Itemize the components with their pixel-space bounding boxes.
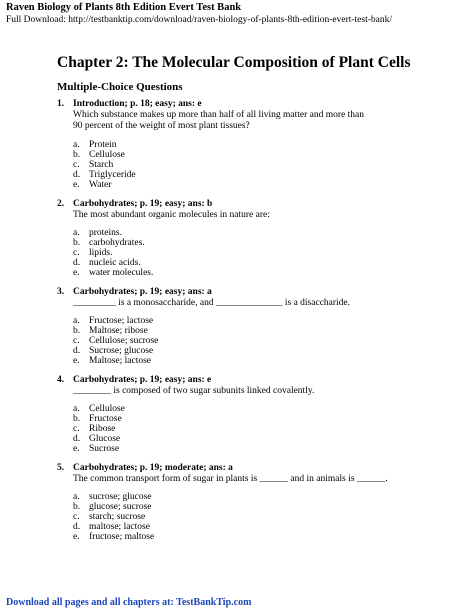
- option-letter: c.: [73, 512, 80, 522]
- question-text: The common transport form of sugar in plants is ______ and in animals is ______.: [73, 474, 388, 484]
- option-item: [0, 268, 474, 279]
- option-letter: b.: [73, 502, 81, 512]
- option-text: Protein: [89, 140, 117, 150]
- option-item: [0, 180, 474, 191]
- section-title: Multiple-Choice Questions: [57, 81, 183, 93]
- option-letter: e.: [73, 180, 80, 190]
- question-number: 2.: [57, 199, 65, 209]
- option-text: sucrose; glucose: [89, 492, 152, 502]
- option-text: Cellulose: [89, 404, 125, 414]
- option-letter: a.: [73, 492, 80, 502]
- download-prefix: Full Download:: [6, 15, 69, 25]
- option-letter: c.: [73, 248, 80, 258]
- option-text: maltose; lactose: [89, 522, 150, 532]
- option-text: Cellulose: [89, 150, 125, 160]
- option-text: proteins.: [89, 228, 122, 238]
- option-letter: e.: [73, 444, 80, 454]
- question-meta: Carbohydrates; p. 19; easy; ans: e: [73, 375, 212, 385]
- option-letter: e.: [73, 532, 80, 542]
- download-line: [6, 15, 392, 25]
- option-text: Sucrose; glucose: [89, 346, 154, 356]
- option-letter: b.: [73, 414, 81, 424]
- option-item: [0, 532, 474, 543]
- document-header-title: Raven Biology of Plants 8th Edition Evert Test Bank: [6, 2, 242, 13]
- question-number: 4.: [57, 375, 65, 385]
- option-letter: c.: [73, 336, 80, 346]
- option-letter: b.: [73, 238, 81, 248]
- option-text: Ribose: [89, 424, 116, 434]
- option-letter: e.: [73, 268, 80, 278]
- option-letter: d.: [73, 170, 81, 180]
- question-text: _________ is a monosaccharide, and ______________ is a disaccharide.: [73, 298, 351, 308]
- option-text: carbohydrates.: [89, 238, 145, 248]
- option-letter: d.: [73, 258, 81, 268]
- option-letter: c.: [73, 160, 80, 170]
- question-number: 5.: [57, 463, 65, 473]
- option-letter: a.: [73, 140, 80, 150]
- option-letter: a.: [73, 404, 80, 414]
- option-text: Starch: [89, 160, 114, 170]
- option-text: starch; sucrose: [89, 512, 146, 522]
- option-text: water molecules.: [89, 268, 154, 278]
- option-text: Sucrose: [89, 444, 120, 454]
- question-meta: Carbohydrates; p. 19; easy; ans: a: [73, 287, 212, 297]
- download-link[interactable]: http://testbanktip.com/download/raven-biology-of-plants-8th-edition-evert-test-bank/: [68, 15, 392, 25]
- option-item: [0, 444, 474, 455]
- option-text: glucose; sucrose: [89, 502, 152, 512]
- option-text: Water: [89, 180, 112, 190]
- option-text: Cellulose; sucrose: [89, 336, 159, 346]
- option-text: Fructose: [89, 414, 122, 424]
- option-letter: d.: [73, 522, 81, 532]
- option-letter: d.: [73, 434, 81, 444]
- chapter-title: Chapter 2: The Molecular Composition of Plant Cells: [57, 54, 411, 71]
- option-text: fructose; maltose: [89, 532, 155, 542]
- option-letter: a.: [73, 316, 80, 326]
- footer-download-link[interactable]: Download all pages and all chapters at: TestBankTip.com: [6, 597, 252, 608]
- question-text: The most abundant organic molecules in nature are:: [73, 210, 270, 220]
- option-text: Fructose; lactose: [89, 316, 154, 326]
- option-letter: e.: [73, 356, 80, 366]
- question-meta: Carbohydrates; p. 19; easy; ans: b: [73, 199, 213, 209]
- option-letter: a.: [73, 228, 80, 238]
- option-letter: b.: [73, 326, 81, 336]
- option-letter: d.: [73, 346, 81, 356]
- question-number: 1.: [57, 99, 65, 109]
- question-meta: Carbohydrates; p. 19; moderate; ans: a: [73, 463, 233, 473]
- question-meta: Introduction; p. 18; easy; ans: e: [73, 99, 202, 109]
- option-text: Maltose; ribose: [89, 326, 148, 336]
- option-text: lipids.: [89, 248, 113, 258]
- question-text: ________ is composed of two sugar subunits linked covalently.: [73, 386, 315, 396]
- question-text: Which substance makes up more than half of all living matter and more than 90 percent of the weight of most plant tissues?: [73, 110, 364, 131]
- option-text: Triglyceride: [89, 170, 136, 180]
- question-number: 3.: [57, 287, 65, 297]
- option-text: nucleic acids.: [89, 258, 141, 268]
- option-text: Glucose: [89, 434, 121, 444]
- option-text: Maltose; lactose: [89, 356, 151, 366]
- option-letter: c.: [73, 424, 80, 434]
- option-letter: b.: [73, 150, 81, 160]
- option-item: [0, 356, 474, 367]
